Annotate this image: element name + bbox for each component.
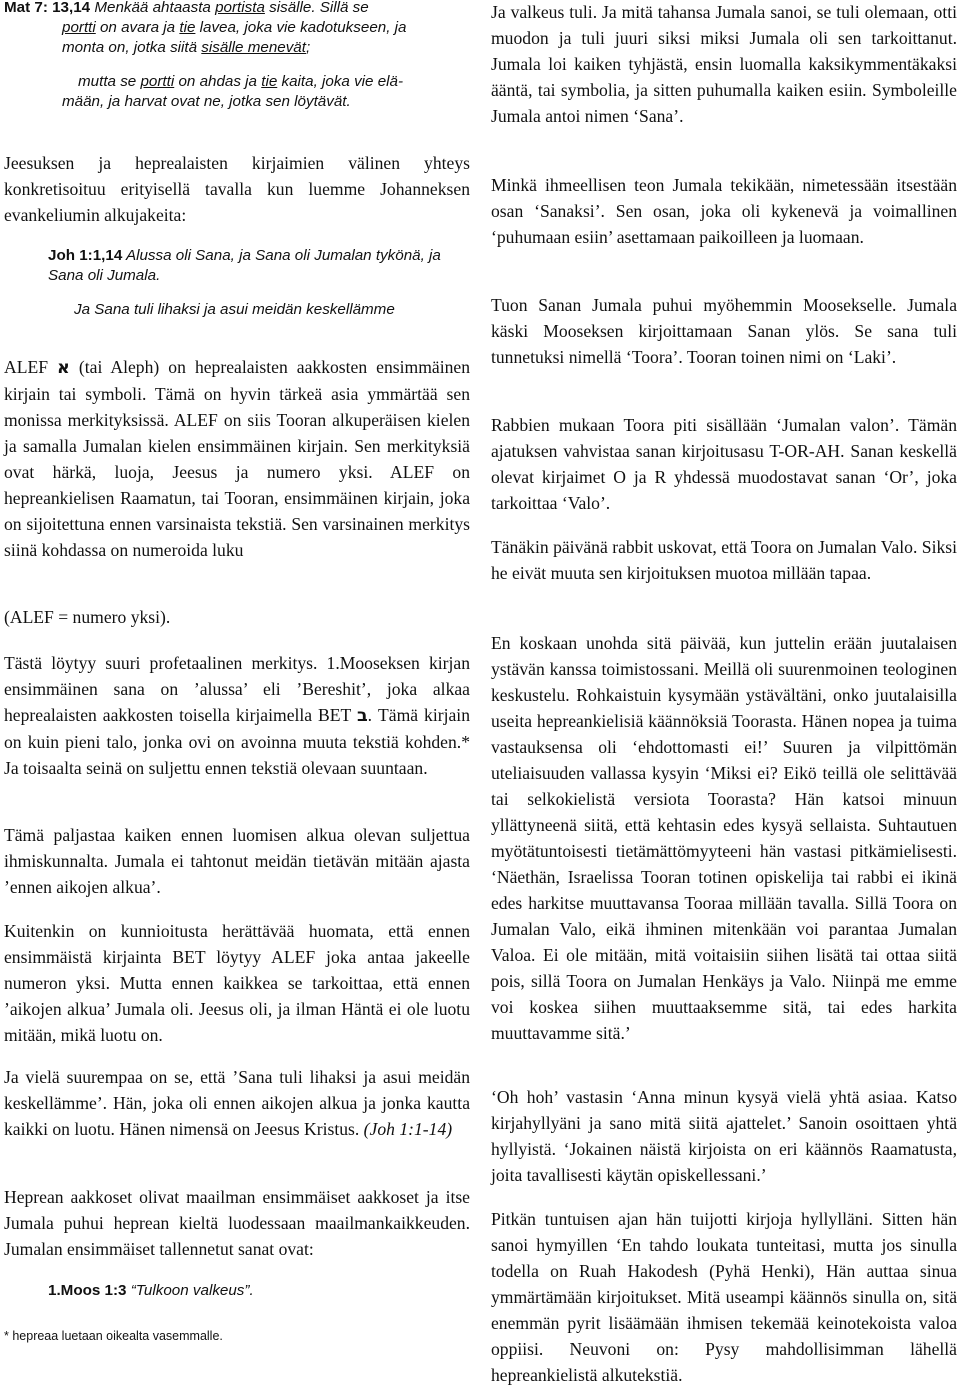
paragraph-suurempaa: Ja vielä suurempaa on se, että ’Sana tuli lihaksi ja asui meidän keskellämme’. Hän, joka oli ennen aikojen alkua ja jonka kautta kaikki on luotu. Hänen nimensä on Jeesus Kristus. (Joh 1:1-14) (4, 1067, 470, 1139)
paragraph-alef-number: (ALEF = numero yksi). (4, 607, 171, 627)
paragraph-heprean: Heprean aakkoset olivat maailman ensimmäiset aakkoset ja itse Jumala puhui heprean kieltä luodessaan maailmankaikkeuden. Jumalan ensimmäiset tallennetut sanat ovat: (4, 1187, 470, 1259)
paragraph-sanaksi: Minkä ihmeellisen teon Jumala tekikään, nimetessään itsestään osan ‘Sanaksi’. Sen osan, joka oli kykenevä ja voimallinen ‘puhumaan esiin’ asettamaan paikoilleen ja luomaan. (491, 175, 957, 247)
paragraph-kuitenkin: Kuitenkin on kunnioitusta herättävää huomata, että ennen ensimmäistä kirjainta BET löytyy ALEF joka antaa jakeelle numeron yksi. Mutta ennen kaikkea se tarkoittaa, että ennen ’aikojen alkua’ Jumala oli. Jeesus oli, ja ilman Häntä ei ole luotu mitään, mikä luotu on. (4, 921, 470, 1045)
paragraph-paljastaa: Tämä paljastaa kaiken ennen luomisen alkua olevan suljettua ihmiskunnalta. Jumala ei tahtonut meidän tietävän mitään ajasta ’ennen aikojen alkua’. (4, 825, 470, 897)
paragraph-ystava: En koskaan unohda sitä päivää, kun juttelin erään juutalaisen ystävän kanssa toimistossani. Meillä oli suurenmoinen teologinen keskustelu. Rohkaistuin kysymään ystävältäni, onko juutalaisilla useita hepreankielisiä käännöksiä Toorasta. Hänen nopea ja tuima vastauksensa oli ‘ehdottomasti ei!’ Suuren ja vilpittömän uteliaisuuden vallassa kysyin ‘Miksi ei? Eikö teillä ole selittävää tai selkokielistä versiota Toorasta? Hän katsoi minuun yllättyneenä siitä, että kehtasin edes kysyä sellaista. Suhtautuen myötätuntoisesti tietämättömyyteeni hän vastasi pitkämielisesti. ‘Näethän, Israelissa Tooran totinen opiskelija tai rabbi ei ikinä edes harkitse muuttavansa Tooraa millään tavalla. Sillä Toora on Jumalan Valo, eikä ihminen mitenkään voi parantaa Jumalan Valoa. Ei ole mitään, mitä voitaisiin siihen lisätä tai ottaa siitä pois, sillä Toora on Jumalan Henkäys ja Valo. Niinpä me emme voi koskea siihen muuttaaksemme sitä, tai edes harkita muuttavamme sitä.’ (491, 633, 957, 1043)
paragraph-tanakin: Tänäkin päivänä rabbit uskovat, että Toora on Jumalan Valo. Siksi he eivät muuta sen kirjoituksen muotoa millään tapaa. (491, 537, 957, 583)
alef-glyph: א (57, 358, 70, 378)
paragraph-pitkan: Pitkän tuntuisen ajan hän tuijotti kirjoja hyllylläni. Sitten hän sanoi hymyillen ‘En tahdo loukata tunteitasi, mutta jos sinulla todella on Ruah Hakodesh (Pyhä Henki), Hän auttaa sinua ymmärtämään kirjoitukset. Mitä useampi käännös sinulla on, sitä enemmän pyrit lisäämään ihmisen tekemää keinotekoista valoa oppiisi. Neuvoni on: Pysy mahdollisimman lähellä hepreankielistä alkutekstiä. (491, 1209, 957, 1385)
paragraph-rabbien: Rabbien mukaan Toora piti sisällään ‘Jumalan valon’. Tämän ajatuksen vahvistaa sanan kirjoitusasu T-OR-AH. Sanan keskellä olevat kirjaimet O ja R yhdessä muodostavat sanan ‘Or’, joka tarkoittaa ‘Valo’. (491, 415, 957, 513)
paragraph-valkeus: Ja valkeus tuli. Ja mitä tahansa Jumala sanoi, se tuli olemaan, otti muodon ja tuli juuri siksi miksi Jumala oli sen tarkoittanut. Jumala loi kaiken tyhjästä, ensin luomalla kaksikymmentäkaksi ääntä, tai symbolia, ja sitten puhumalla kaiken esiin. Symboleille Jumala antoi nimen ‘Sana’. (491, 2, 957, 126)
john-reference: Joh 1:1,14 (48, 247, 123, 264)
paragraph-oh-hoh: ‘Oh hoh’ vastasin ‘Anna minun kysyä vielä yhtä asiaa. Katso kirjahyllyäni ja sano mitä siitä ajattelet.’ Sanoin osoittaen yhtä hyllyistä. ‘Jokainen näistä kirjoista on eri käännös Raamatusta, joita tavallisesti käytän opiskellessani.’ (491, 1087, 957, 1185)
footnote: * hepreaa luetaan oikealta vasemmalle. (4, 1329, 223, 1343)
matthew-reference: Mat 7: 13,14 (4, 0, 91, 16)
paragraph-yhteys: Jeesuksen ja heprealaisten kirjaimien välinen yhteys konkretisoituu erityisellä tavalla kun luemme Johanneksen evankeliumin alkujakeita: (4, 153, 470, 225)
suurempaa-reference: (Joh 1:1-14) (363, 1119, 453, 1139)
john-quote: Joh 1:1,14 Alussa oli Sana, ja Sana oli Jumalan tykönä, ja Sana oli Jumala. Ja Sana tuli lihaksi ja asui meidän keskellämme (48, 247, 441, 318)
bet-glyph: ב (356, 706, 368, 726)
moses-reference: 1.Moos 1:3 (48, 1282, 127, 1299)
matthew-quote: Mat 7: 13,14 Menkää ahtaasta portista sisälle. Sillä se portti on avara ja tie lavea, joka vie kadotukseen, ja monta on, jotka siitä sisälle menevät; mutta se portti on ahdas ja tie kaita, joka vie elä- mään, ja harvat ovat ne, jotka sen löytävät. (4, 0, 407, 110)
paragraph-alef: ALEF א (tai Aleph) on heprealaisten aakkosten ensimmäinen kirjain tai symboli. Tämä on hyvin tärkeä asia ymmärtää sen monissa merkityksissä. ALEF on siis Tooran alkuperäisen kielen ja samalla Jumalan kielen ensimmäinen kirjain. Sen merkityksiä ovat härkä, luoja, Jeesus ja numero yksi. ALEF on hepreankielisen Raamatun, tai Tooran, ensimmäinen kirjain, joka on sijoitettuna ennen varsinaista tekstiä. Sen varsinainen merkitys siinä kohdassa on numeroida luku (4, 357, 470, 560)
paragraph-toora: Tuon Sanan Jumala puhui myöhemmin Moosekselle. Jumala käski Mooseksen kirjoittamaan Sanan ylös. Se sana tuli tunnetuksi nimellä ‘Toora’. Tooran toinen nimi on ‘Laki’. (491, 295, 957, 367)
moses-quote: 1.Moos 1:3 “Tulkoon valkeus”. (48, 1282, 254, 1299)
paragraph-profetaalinen: Tästä löytyy suuri profetaalinen merkitys. 1.Mooseksen kirjan ensimmäinen sana on ’alussa’ eli ’Bereshit’, joka alkaa heprealaisten aakkosten toisella kirjaimella BET ב. Tämä kirjain on kuin pieni talo, jonka ovi on avoinna muuta tekstiä kohden.* Ja toisaalta seinä on suljettu ennen tekstiä olevaan suuntaan. (4, 653, 470, 778)
